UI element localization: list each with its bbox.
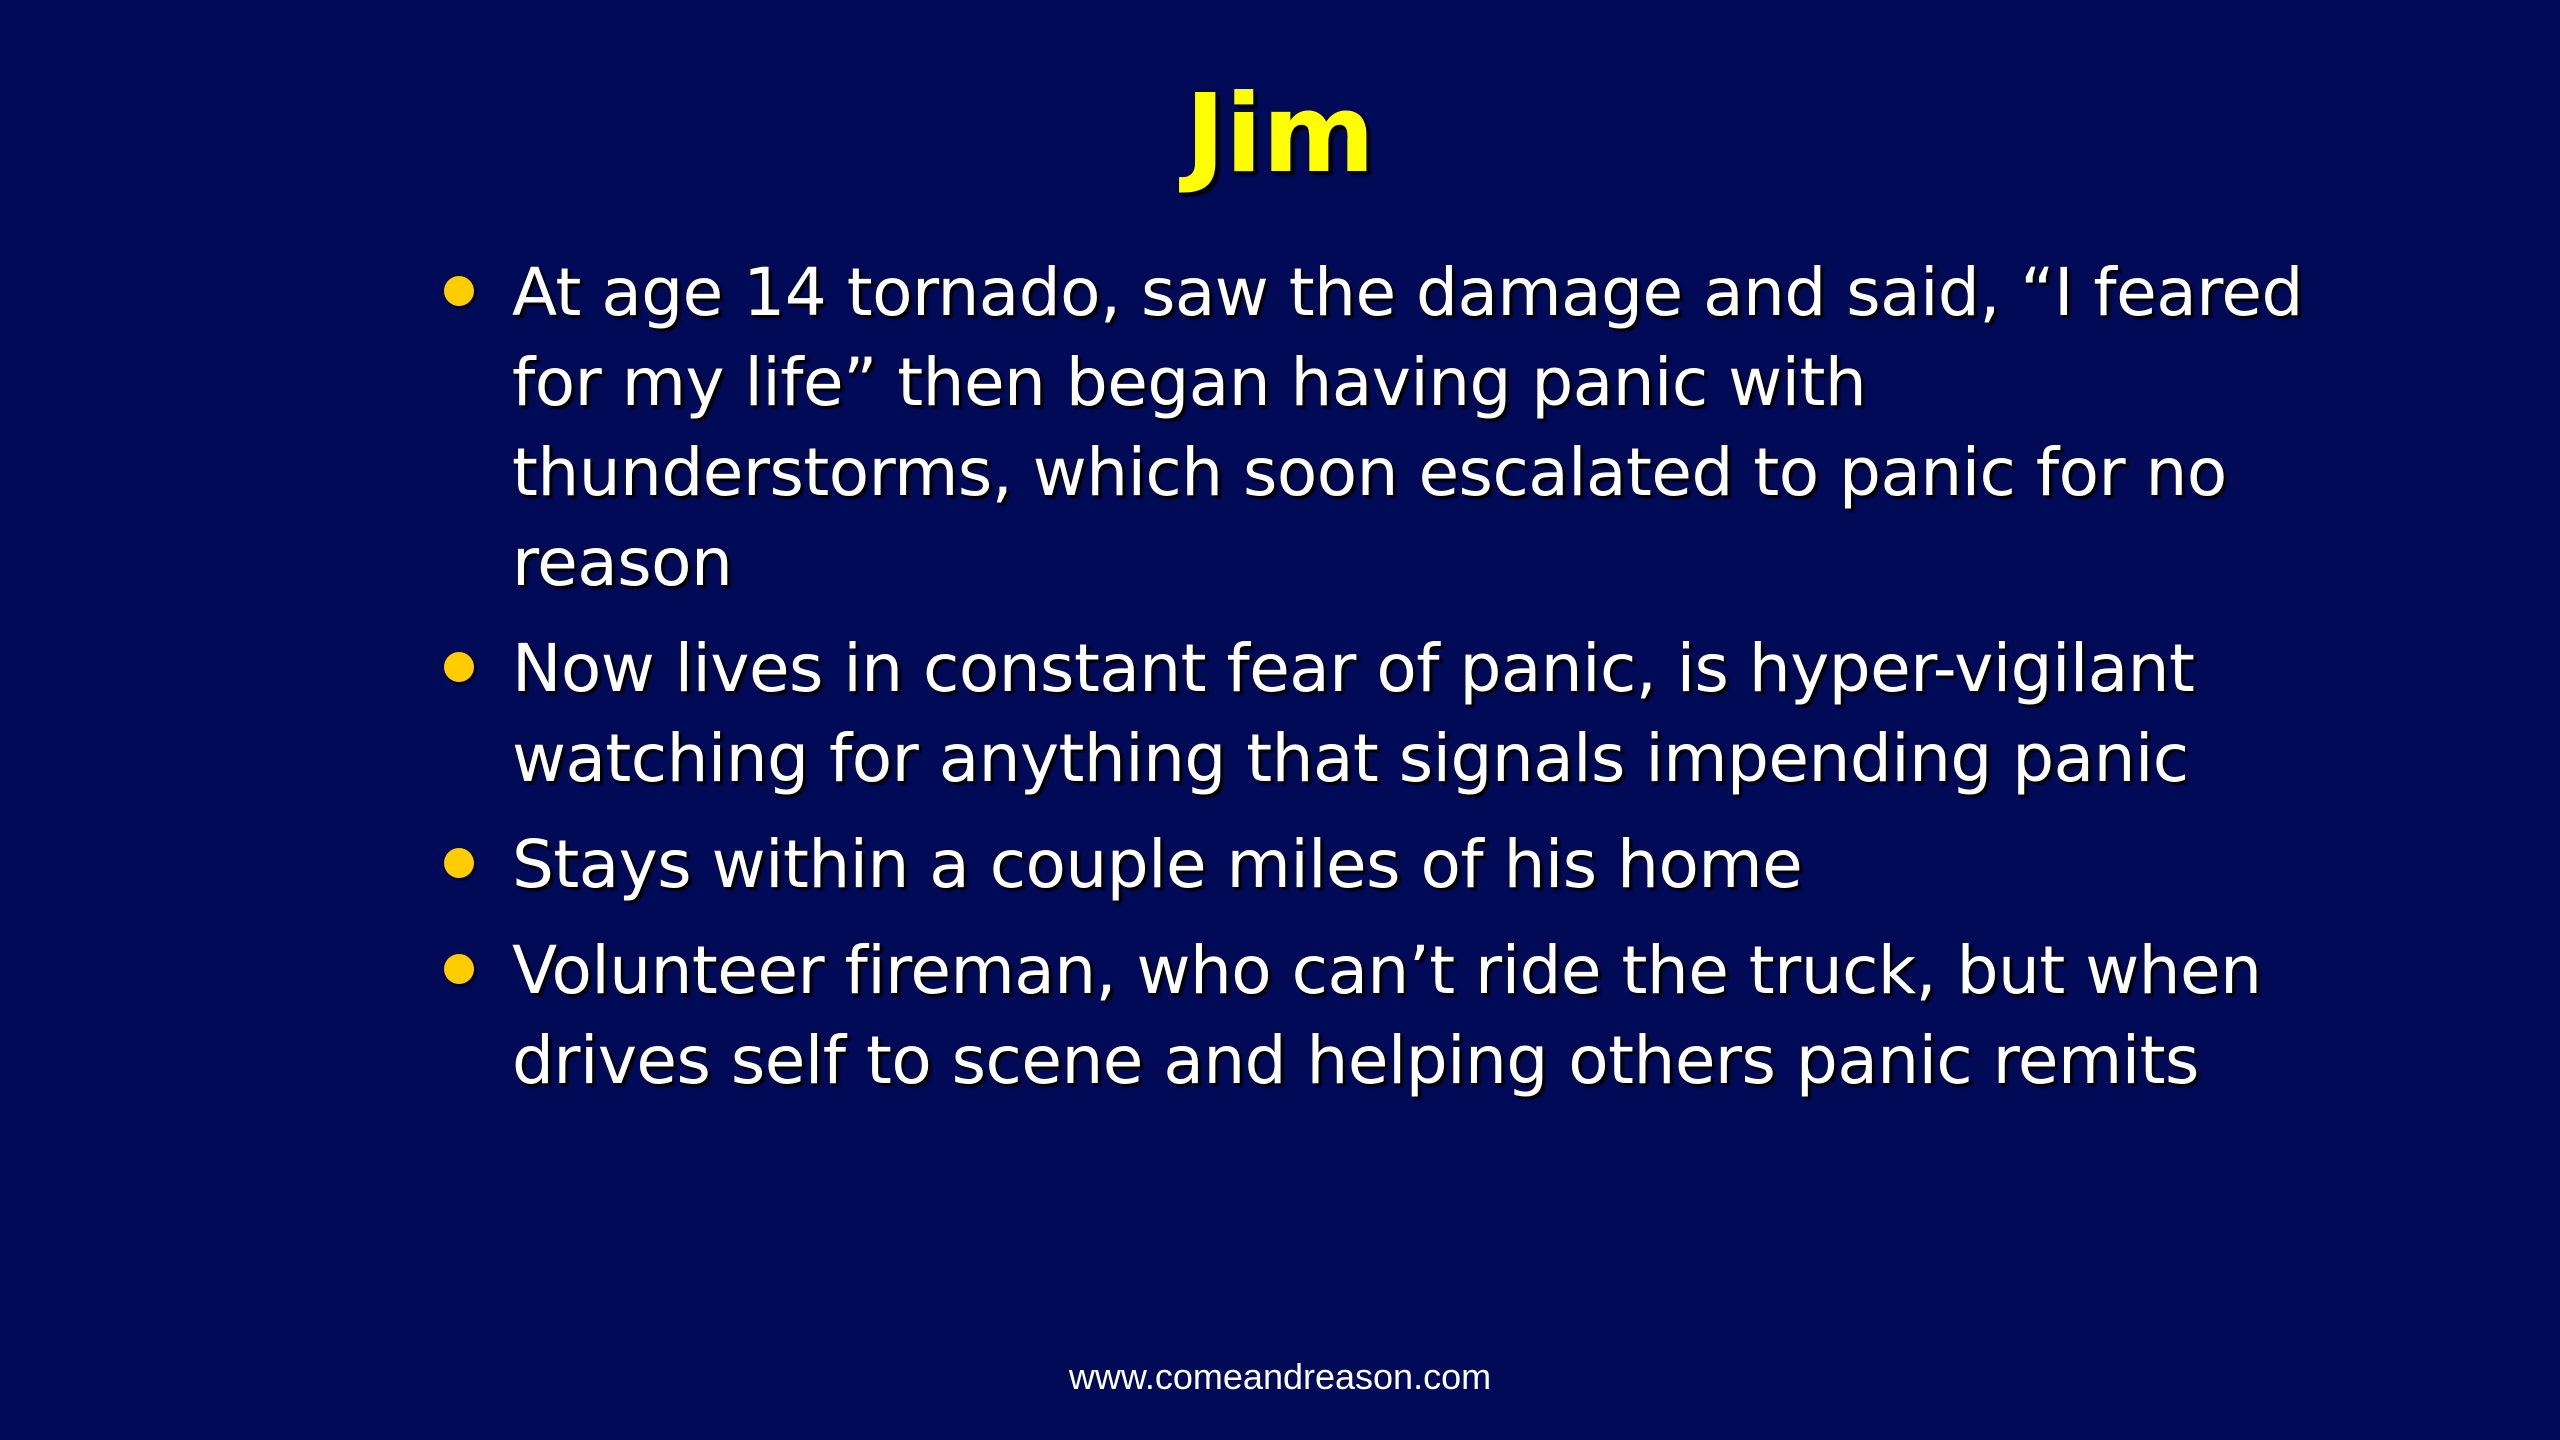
bullet-text: Now lives in constant fear of panic, is hyper-vigilant watching for anything that signals impending panic (512, 630, 2195, 797)
bullet-item (440, 248, 2340, 608)
bullet-item (440, 820, 2340, 910)
bullet-dot-icon (444, 652, 474, 682)
bullet-dot-icon (444, 276, 474, 306)
bullet-item (440, 624, 2340, 804)
bullet-list (440, 248, 2340, 1122)
bullet-dot-icon (444, 848, 474, 878)
slide-title: Jim (1185, 72, 1375, 197)
bullet-dot-icon (444, 954, 474, 984)
bullet-text: Stays within a couple miles of his home (512, 826, 1803, 903)
bullet-text: At age 14 tornado, saw the damage and said, “I feared for my life” then began having panic with thunderstorms, which soon escalated to panic for no reason (512, 254, 2303, 601)
bullet-item (440, 926, 2340, 1106)
bullet-text: Volunteer fireman, who can’t ride the truck, but when drives self to scene and helping others panic remits (512, 932, 2262, 1099)
footer-url: www.comeandreason.com (1068, 1356, 1492, 1397)
